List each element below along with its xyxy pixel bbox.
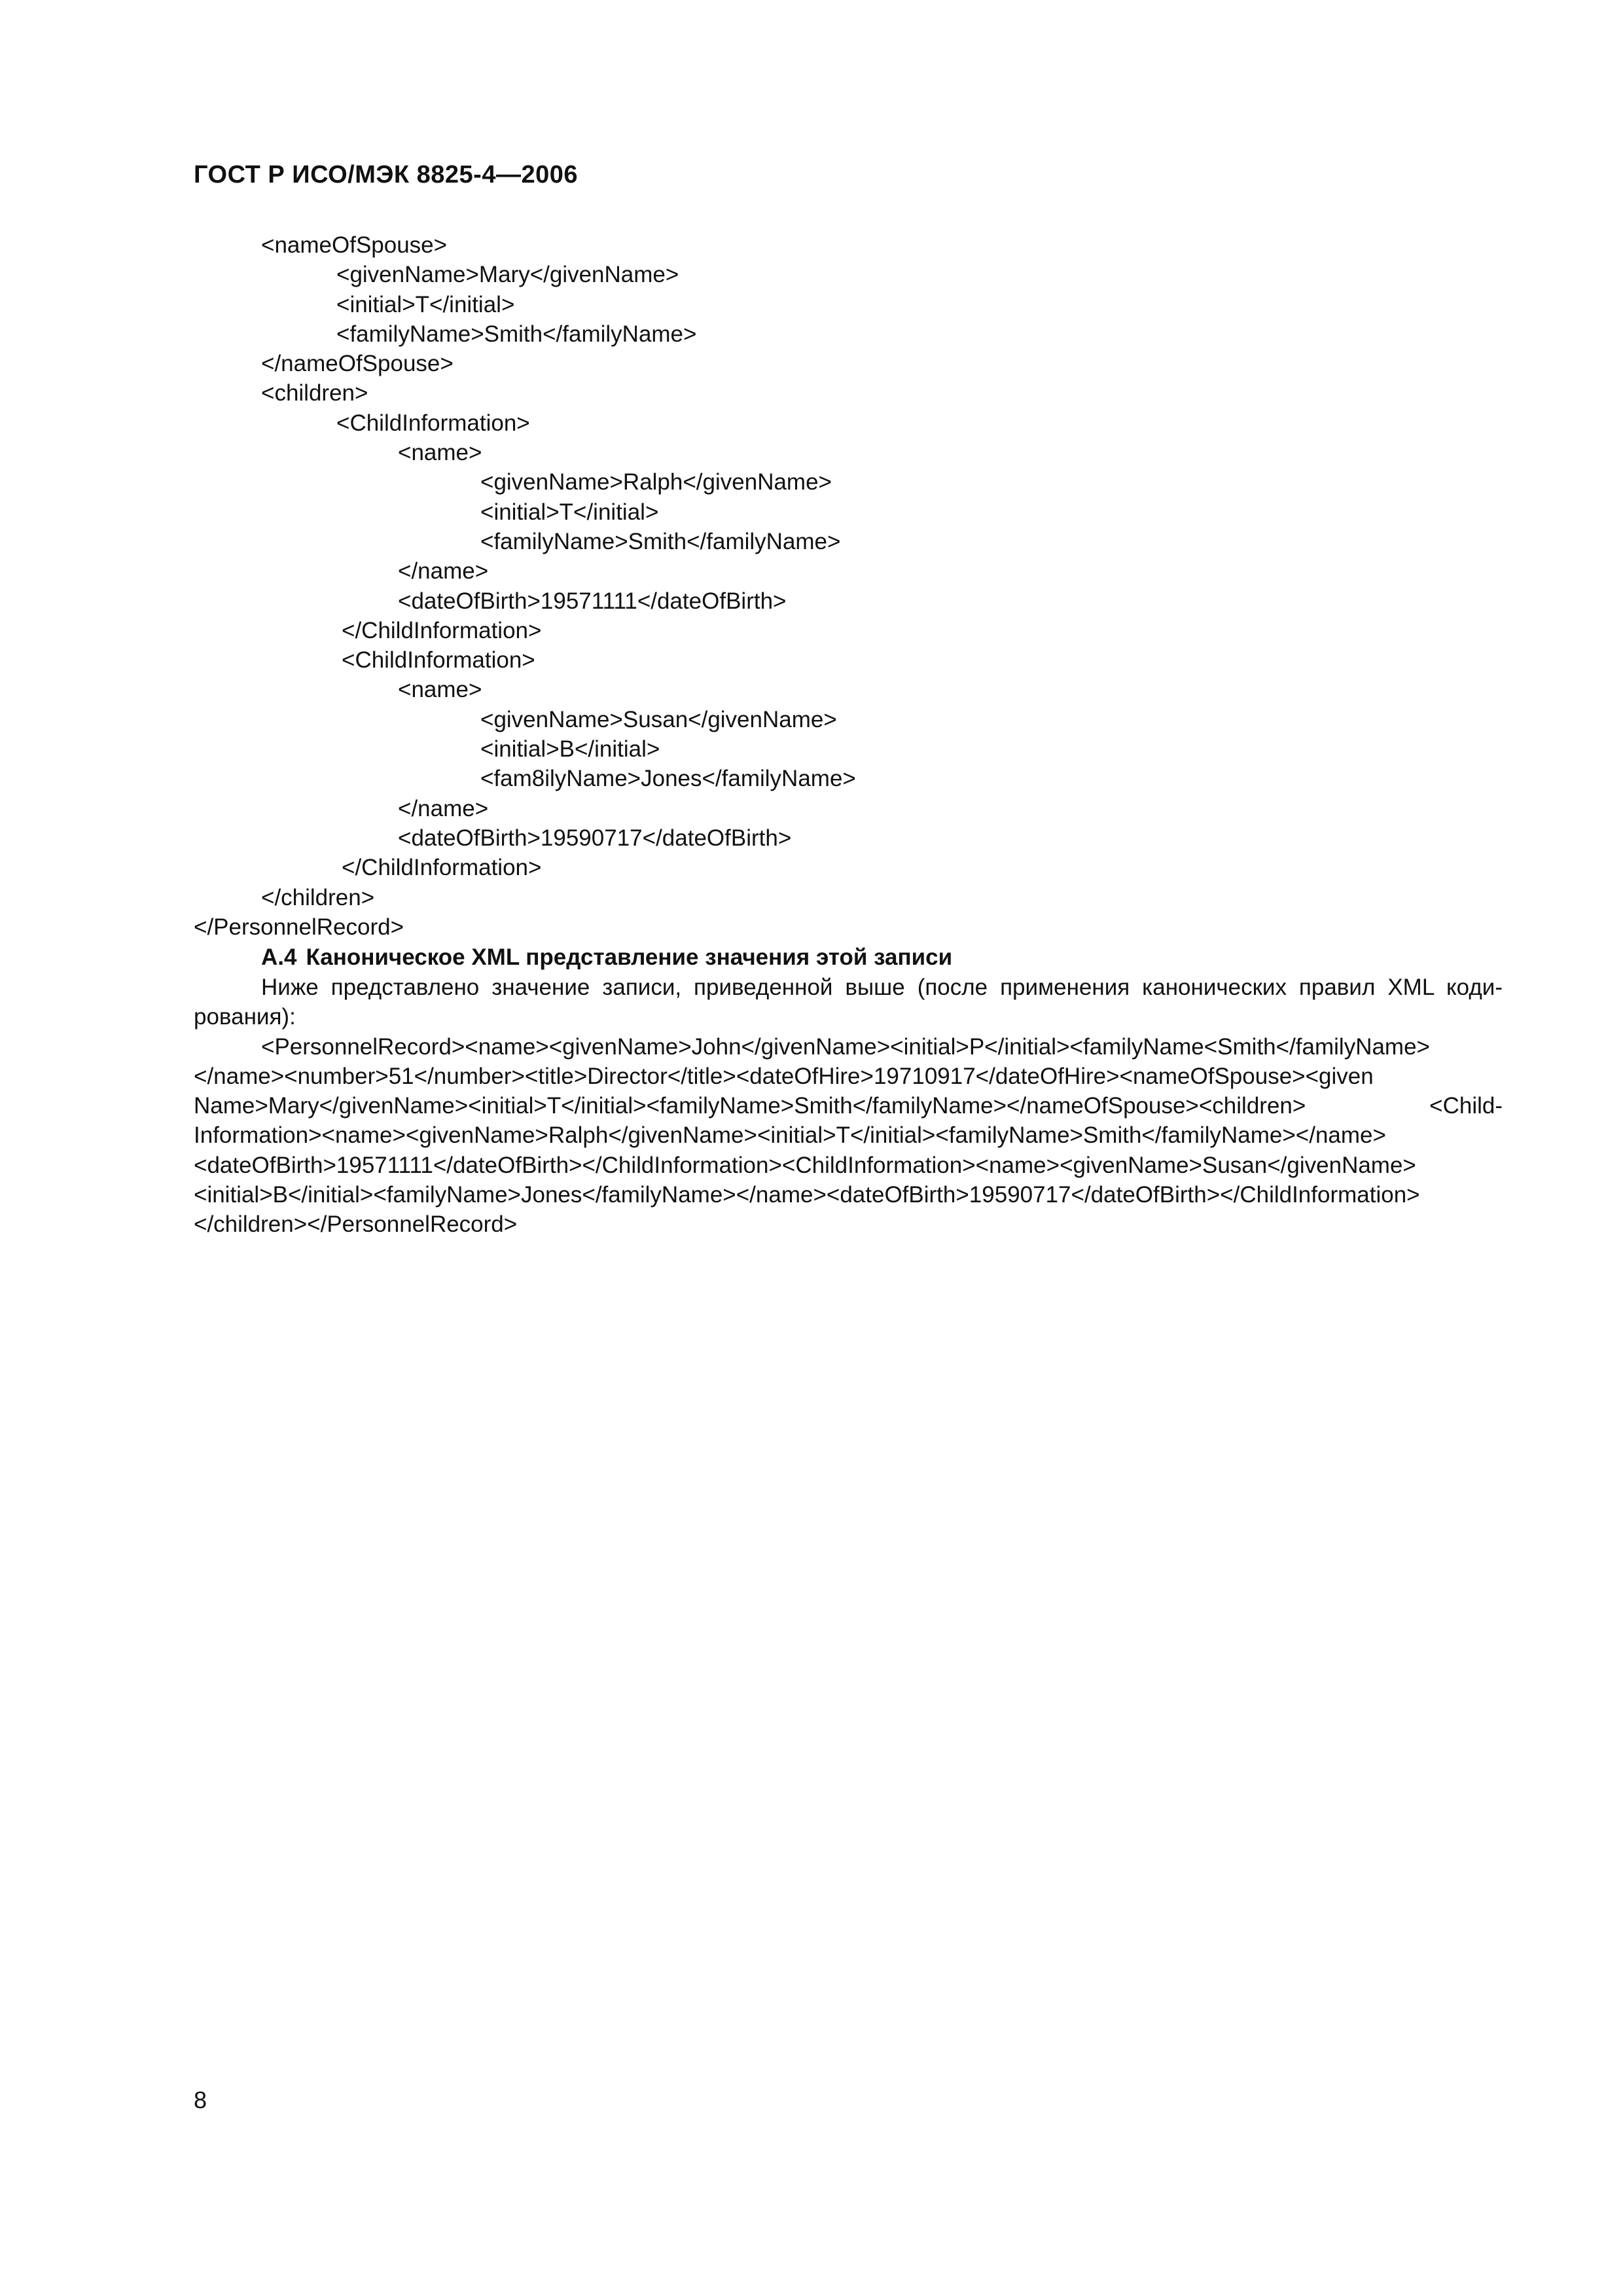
section-heading (194, 942, 1503, 973)
xml-line: </ChildInformation> (342, 617, 542, 643)
xml-line: <givenName>Mary</givenName> (336, 262, 679, 288)
xml-line: <children> (261, 380, 368, 406)
xml-line: <initial>B</initial> (480, 736, 660, 762)
xml-line: </ChildInformation> (342, 855, 542, 881)
xml-line: </name> (398, 558, 489, 584)
section-title: Каноническое XML представление значения этой записи (306, 944, 953, 970)
xml-line: <dateOfBirth>19590717</dateOfBirth> (398, 825, 792, 851)
canonical-line: </name><number>51</number><title>Director</title><dateOfHire>19710917</dateOfHire><nameOfSpouse><given (194, 1063, 1374, 1089)
xml-line: <nameOfSpouse> (261, 232, 448, 258)
xml-line: <initial>T</initial> (336, 291, 515, 317)
canonical-line: <PersonnelRecord><name><givenName>John</givenName><initial>P</initial><familyName<Smith</familyName> (261, 1033, 1430, 1060)
xml-line: <ChildInformation> (342, 647, 535, 673)
section-a4 (194, 942, 1503, 1240)
canonical-line: <dateOfBirth>19571111</dateOfBirth></ChildInformation><ChildInformation><name><givenName>Susan</givenName> (194, 1152, 1416, 1178)
xml-line: </nameOfSpouse> (261, 351, 454, 377)
xml-line: <familyName>Smith</familyName> (480, 528, 841, 554)
xml-line: <dateOfBirth>19571111</dateOfBirth> (398, 588, 787, 614)
intro-line: рования): (194, 1004, 296, 1030)
canonical-line: Information><name><givenName>Ralph</givenName><initial>T</initial><familyName>Smith</familyName></name> (194, 1122, 1386, 1149)
xml-line: </PersonnelRecord> (194, 914, 404, 940)
canonical-line: </children></PersonnelRecord> (194, 1211, 518, 1238)
section-number: A.4 (261, 944, 297, 970)
xml-listing (194, 230, 1470, 942)
xml-line: <fam8ilyName>Jones</familyName> (480, 766, 856, 792)
xml-line: </children> (261, 884, 375, 910)
canonical-line: Name>Mary</givenName><initial>T</initial><familyName>Smith</familyName></nameOfSpouse><children> <Child- (194, 1093, 1503, 1119)
xml-line: <name> (398, 440, 482, 466)
xml-line: <ChildInformation> (336, 410, 530, 436)
canonical-line: <initial>B</initial><familyName>Jones</familyName></name><dateOfBirth>19590717</dateOfBirth></ChildInformation> (194, 1182, 1420, 1208)
xml-line: <givenName>Susan</givenName> (480, 706, 837, 732)
document-header: ГОСТ Р ИСО/МЭК 8825-4—2006 (194, 161, 578, 188)
xml-line: <name> (398, 677, 482, 703)
xml-line: <givenName>Ralph</givenName> (480, 469, 832, 495)
xml-line: <familyName>Smith</familyName> (336, 321, 697, 347)
xml-line: <initial>T</initial> (480, 499, 659, 525)
page-number: 8 (194, 2087, 207, 2113)
xml-line: </name> (398, 795, 489, 821)
intro-line: Ниже представлено значение записи, приведенной выше (после применения канонических правил XML коди- (261, 975, 1503, 1000)
